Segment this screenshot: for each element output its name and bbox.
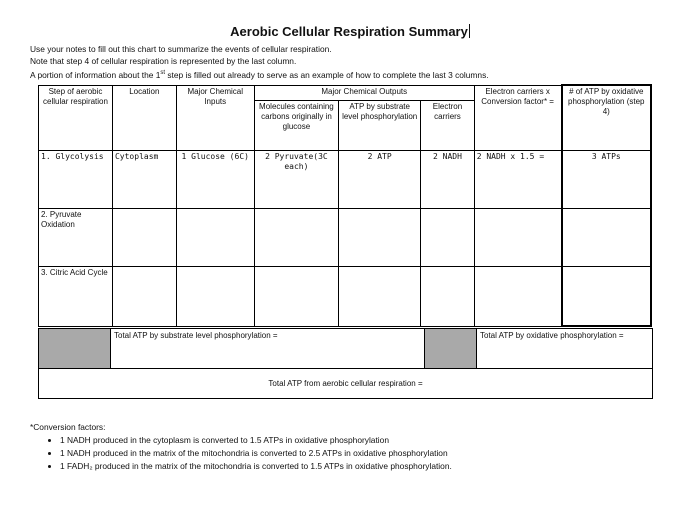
cell-location[interactable]: Cytoplasm [112,150,176,208]
cell-step[interactable]: 2. Pyruvate Oxidation [39,208,113,266]
cell-location[interactable] [112,208,176,266]
cell-step[interactable]: 1. Glycolysis [39,150,113,208]
cell-conversion[interactable] [474,208,561,266]
cell-conversion[interactable] [474,266,561,326]
totals-table [38,328,653,399]
cell-atp-oxidative[interactable]: 3 ATPs [562,150,651,208]
cell-conversion[interactable]: 2 NADH x 1.5 = [474,150,561,208]
header-outputs: Major Chemical Outputs [254,85,474,100]
header-atp-oxidative: # of ATP by oxidative phosphorylation (step 4) [562,85,651,150]
intro-line-3: A portion of information about the 1st step is filled out already to serve as an example of how to complete the last 3 columns. [30,69,489,80]
total-substrate[interactable]: Total ATP by substrate level phosphorylation = [111,329,425,369]
footnote-item: • 1 NADH produced in the matrix of the mitochondria is converted to 2.5 ATPs in oxidative phosphorylation [60,447,452,460]
total-oxidative[interactable]: Total ATP by oxidative phosphorylation = [477,329,653,369]
gray-cell-right [425,329,477,369]
header-step: Step of aerobic cellular respiration [39,85,113,150]
footnote-title: *Conversion factors: [30,422,106,432]
header-inputs: Major Chemical Inputs [176,85,254,150]
cell-inputs[interactable]: 1 Glucose (6C) [176,150,254,208]
page-title: Aerobic Cellular Respiration Summary [230,24,468,39]
cell-atp-substrate[interactable] [339,266,421,326]
header-location: Location [112,85,176,150]
intro-line-2: Note that step 4 of cellular respiration is represented by the last column. [30,56,297,66]
cell-inputs[interactable] [176,266,254,326]
cell-electron-carriers[interactable] [421,266,474,326]
summary-table [38,84,652,327]
table-row [39,208,652,266]
header-electron-carriers: Electron carriers [421,100,474,150]
conversion-footnote [30,421,452,473]
total-aerobic[interactable]: Total ATP from aerobic cellular respiration = [39,369,653,399]
cell-location[interactable] [112,266,176,326]
table-row [39,266,652,326]
gray-cell-left [39,329,111,369]
cell-molecules[interactable]: 2 Pyruvate(3C each) [254,150,338,208]
intro-line-1: Use your notes to fill out this chart to summarize the events of cellular respiration. [30,44,332,54]
header-molecules: Molecules containing carbons originally in glucose [254,100,338,150]
table-row [39,150,652,208]
cell-electron-carriers[interactable] [421,208,474,266]
header-atp-substrate: ATP by substrate level phosphorylation [339,100,421,150]
header-conversion: Electron carriers x Conversion factor* = [474,85,561,150]
footnote-item: • 1 NADH produced in the cytoplasm is converted to 1.5 ATPs in oxidative phosphorylation [60,434,452,447]
text-cursor [469,24,470,38]
cell-atp-substrate[interactable] [339,208,421,266]
footnote-item: • 1 FADH₂ produced in the matrix of the mitochondria is converted to 1.5 ATPs in oxidative phosphorylation. [60,460,452,473]
cell-atp-oxidative[interactable] [562,208,651,266]
cell-molecules[interactable] [254,266,338,326]
cell-atp-oxidative[interactable] [562,266,651,326]
cell-step[interactable]: 3. Citric Acid Cycle [39,266,113,326]
cell-inputs[interactable] [176,208,254,266]
cell-electron-carriers[interactable]: 2 NADH [421,150,474,208]
cell-molecules[interactable] [254,208,338,266]
cell-atp-substrate[interactable]: 2 ATP [339,150,421,208]
